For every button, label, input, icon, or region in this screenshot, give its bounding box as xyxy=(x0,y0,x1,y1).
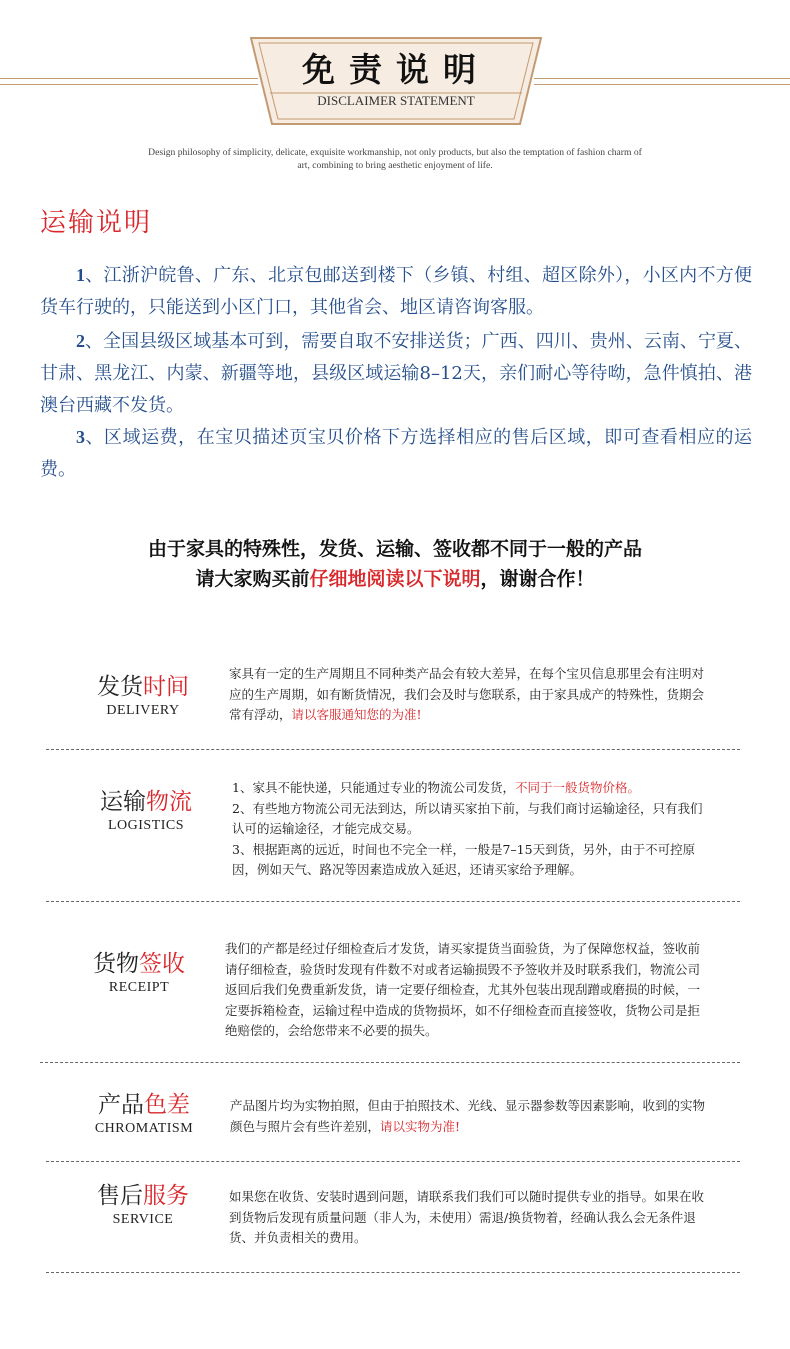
page-subtitle: DISCLAIMER STATEMENT xyxy=(317,93,475,108)
chromatism-label-cn xyxy=(84,1091,204,1119)
transport-item-2 xyxy=(40,325,752,422)
transport-title: 运输说明 xyxy=(40,208,153,238)
paragraph-text: 3、根据距离的远近，时间也不完全一样，一般是7–15天到货，另外，由于不可控原因，例如天气、路况等因素造成放入延迟，还请买家给予理解。 xyxy=(232,841,696,877)
transport-item-text: 、江浙沪皖鲁、广东、北京包邮送到楼下（乡镇、村组、超区除外），小区内不方便货车行驶的，只能送到小区门口，其他省会、地区请咨询客服。 xyxy=(40,265,752,318)
divider xyxy=(46,1161,740,1162)
paragraph-highlight: 请以客服通知您的为准! xyxy=(291,707,422,722)
label-cn-part: 售后 xyxy=(97,1183,143,1209)
label-cn-highlight: 色差 xyxy=(144,1092,190,1118)
receipt-paragraph xyxy=(225,939,703,1042)
logistics-label xyxy=(86,788,206,836)
logistics-label-cn xyxy=(86,788,206,816)
tagline-line-1: Design philosophy of simplicity, delicate, exquisite workmanship, not only products, but also the temptation of fashion charm of xyxy=(148,147,642,158)
service-paragraph xyxy=(229,1187,709,1249)
receipt-label-cn xyxy=(79,950,199,978)
notice-block xyxy=(0,534,790,594)
paragraph-text: 如果您在收货、安装时遇到问题，请联系我们我们可以随时提供专业的指导。如果在收到货物后发现有质量问题（非人为，未使用）需退/换货物着，经确认我么会无条件退货、并负责相关的费用。 xyxy=(229,1189,705,1245)
paragraph-highlight: 不同于一般货物价格。 xyxy=(514,780,640,795)
receipt-label xyxy=(79,950,199,998)
header-right-line-top xyxy=(534,78,790,79)
paragraph-highlight: 请以实物为准! xyxy=(380,1118,461,1134)
label-cn-part: 发货 xyxy=(97,674,143,700)
tagline-line-2: art, combining to bring aesthetic enjoyment of life. xyxy=(297,160,493,171)
notice-line-1: 由于家具的特殊性，发货、运输、签收都不同于一般的产品 xyxy=(147,538,642,560)
transport-item-number: 1 xyxy=(76,265,85,285)
logistics-text xyxy=(232,778,714,881)
disclaimer-header xyxy=(0,0,790,140)
label-cn-highlight: 时间 xyxy=(143,674,189,700)
divider xyxy=(46,1272,740,1273)
notice-line-2-highlight: 仔细地阅读以下说明 xyxy=(309,568,481,590)
tagline xyxy=(60,146,730,172)
divider xyxy=(46,749,740,750)
service-label-cn xyxy=(83,1182,203,1210)
logistics-paragraph-1 xyxy=(232,778,714,799)
notice-line-2-post: ，谢谢合作！ xyxy=(480,568,595,590)
page-title: 免责说明 xyxy=(302,49,490,89)
chromatism-paragraph xyxy=(230,1096,708,1137)
logistics-paragraph-3 xyxy=(232,840,714,881)
header-left-line-bottom xyxy=(0,84,258,85)
service-label xyxy=(83,1182,203,1230)
label-cn-part: 运输 xyxy=(100,789,146,815)
header-right-line-bottom xyxy=(534,84,790,85)
label-cn-highlight: 物流 xyxy=(146,789,192,815)
paragraph-text: 产品图片均为实物拍照，但由于拍照技术、光线、显示器参数等因素影响，收到的实物颜色与照片会有些许差别， xyxy=(230,1098,706,1134)
divider xyxy=(46,901,740,902)
transport-item-1 xyxy=(40,259,752,324)
header-left-line-top xyxy=(0,78,258,79)
service-label-en: SERVICE xyxy=(112,1212,174,1227)
delivery-paragraph xyxy=(229,664,705,726)
logistics-paragraph-2 xyxy=(232,799,714,840)
label-cn-highlight: 服务 xyxy=(143,1183,189,1209)
receipt-text xyxy=(225,939,703,1042)
transport-item-text: 、全国县级区域基本可到，需要自取不安排送货；广西、四川、贵州、云南、宁夏、甘肃、黑龙江、内蒙、新疆等地，县级区域运输8–12天，亲们耐心等待呦，急件慎拍、港澳台西藏不发货。 xyxy=(40,331,752,416)
transport-item-number: 3 xyxy=(76,427,85,447)
label-cn-highlight: 签收 xyxy=(139,951,185,977)
divider xyxy=(40,1062,740,1063)
chromatism-label-en: CHROMATISM xyxy=(94,1121,194,1136)
paragraph-text: 1、家具不能快递，只能通过专业的物流公司发货， xyxy=(232,780,515,795)
service-text xyxy=(229,1187,709,1249)
label-cn-part: 产品 xyxy=(98,1092,144,1118)
delivery-label xyxy=(83,673,203,721)
logistics-label-en: LOGISTICS xyxy=(107,818,185,833)
transport-item-3 xyxy=(40,421,752,486)
paragraph-text: 2、有些地方物流公司无法到达，所以请买家拍下前，与我们商讨运输途径，只有我们认可的运输途径，才能完成交易。 xyxy=(232,800,703,836)
paragraph-text: 我们的产都是经过仔细检查后才发货，请买家提货当面验货，为了保障您权益，签收前请仔细检查，验货时发现有件数不对或者运输损毁不予签收并及时联系我们，物流公司返回后我们免费重新发货，请一定要仔细检查，尤其外包装出现刮蹭或磨损的时候，一定要拆箱检查，运输过程中造成的货物损坏，如不仔细检查而直接签收，货物公司是拒绝赔偿的，会给您带来不必要的损失。 xyxy=(225,941,701,1038)
chromatism-text xyxy=(230,1096,708,1137)
delivery-text xyxy=(229,664,705,726)
paragraph-text: 家具有一定的生产周期且不同种类产品会有较大差异，在每个宝贝信息那里会有注明对应的生产周期，如有断货情况，我们会及时与您联系，由于家具成产的特殊性，货期会常有浮动， xyxy=(229,666,705,722)
delivery-label-en: DELIVERY xyxy=(106,703,180,718)
notice-line-2-pre: 请大家购买前 xyxy=(195,568,310,590)
label-cn-part: 货物 xyxy=(93,951,139,977)
notice-line-2 xyxy=(0,564,790,594)
receipt-label-en: RECEIPT xyxy=(108,980,170,995)
chromatism-label xyxy=(84,1091,204,1139)
delivery-label-cn xyxy=(83,673,203,701)
transport-item-text: 、区域运费，在宝贝描述页宝贝价格下方选择相应的售后区域，即可查看相应的运费。 xyxy=(40,427,752,480)
transport-item-number: 2 xyxy=(76,331,85,351)
